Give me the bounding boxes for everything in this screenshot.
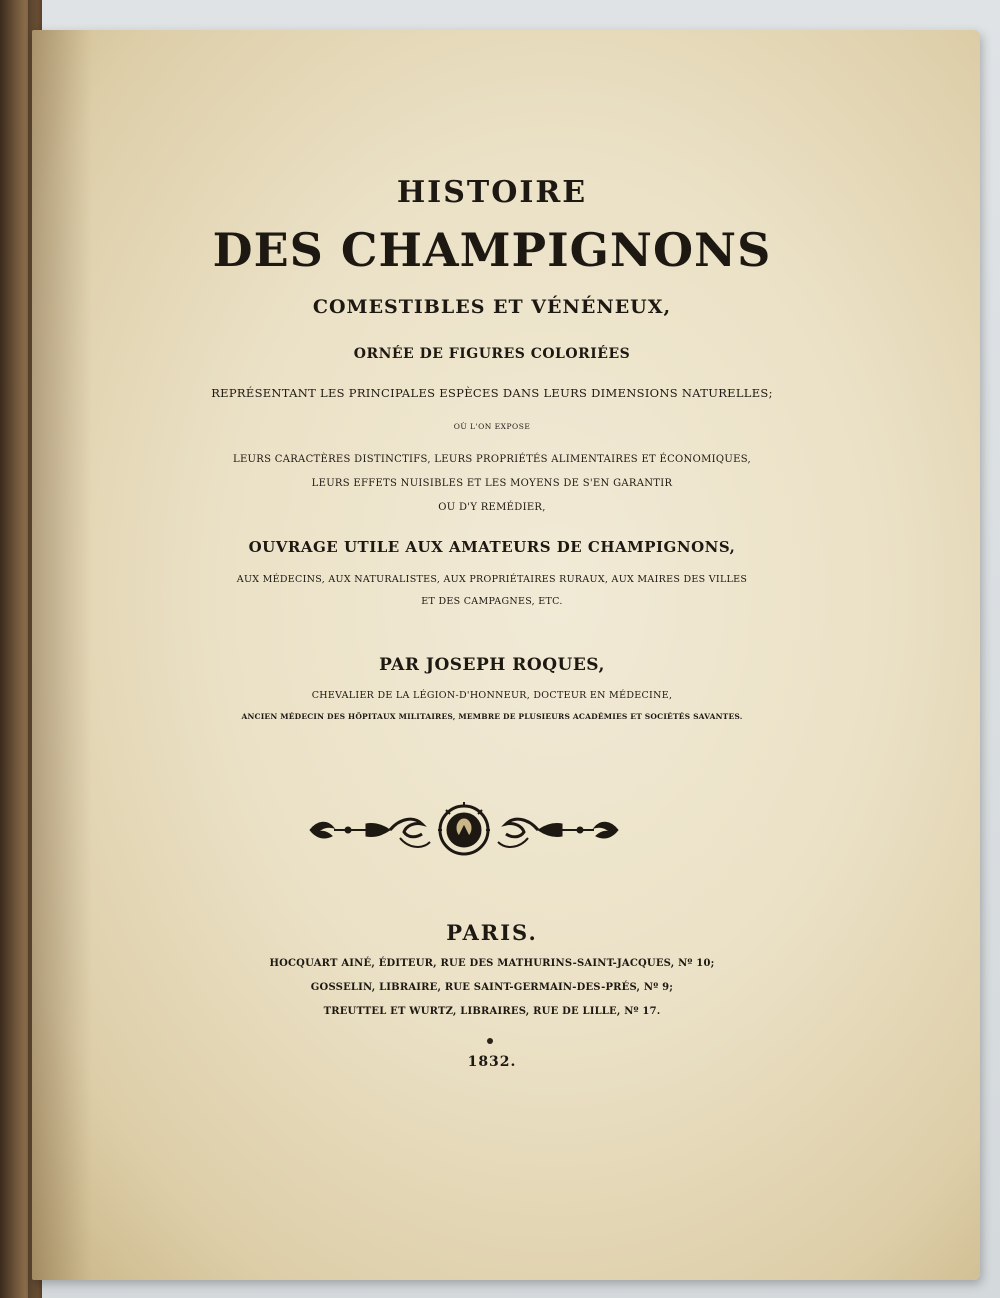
bullet-dot-icon: [487, 1038, 493, 1044]
imprint-publisher-treuttel: TREUTTEL ET WURTZ, LIBRAIRES, RUE DE LILLE, Nº 17.: [323, 1006, 661, 1017]
subtitle-representant: REPRÉSENTANT LES PRINCIPALES ESPÈCES DANS LEURS DIMENSIONS NATURELLES;: [211, 386, 773, 400]
imprint-city: PARIS.: [446, 920, 538, 945]
subtitle-ou-lon-expose: OÙ L'ON EXPOSE: [453, 422, 531, 431]
subtitle-ou-dy-remedier: OU D'Y REMÉDIER,: [438, 502, 546, 513]
title-text-block: [32, 30, 980, 1280]
subtitle-et-des-campagnes: ET DES CAMPAGNES, ETC.: [421, 596, 563, 607]
subtitle-aux-medecins: AUX MÉDECINS, AUX NATURALISTES, AUX PROPRIÉTAIRES RURAUX, AUX MAIRES DES VILLES: [236, 574, 748, 585]
subtitle-leurs-effets: LEURS EFFETS NUISIBLES ET LES MOYENS DE S'EN GARANTIR: [311, 478, 673, 489]
title-page: [32, 30, 980, 1280]
author-affiliations: ANCIEN MÉDECIN DES HÔPITAUX MILITAIRES, MEMBRE DE PLUSIEURS ACADÉMIES ET SOCIÉTÉS SAVANTES.: [241, 712, 743, 721]
subtitle-ouvrage-utile: OUVRAGE UTILE AUX AMATEURS DE CHAMPIGNONS,: [248, 538, 736, 556]
imprint-publisher-gosselin: GOSSELIN, LIBRAIRE, RUE SAINT-GERMAIN-DES-PRÉS, Nº 9;: [310, 982, 674, 993]
subtitle-comestibles: COMESTIBLES ET VÉNÉNEUX,: [312, 296, 672, 318]
author-credentials: CHEVALIER DE LA LÉGION-D'HONNEUR, DOCTEUR EN MÉDECINE,: [311, 690, 673, 701]
printers-ornament-icon: [304, 798, 624, 862]
title-line-champignons: DES CHAMPIGNONS: [212, 223, 772, 277]
subtitle-ornee: ORNÉE DE FIGURES COLORIÉES: [353, 346, 631, 362]
subtitle-leurs-caracteres: LEURS CARACTÈRES DISTINCTIFS, LEURS PROPRIÉTÉS ALIMENTAIRES ET ÉCONOMIQUES,: [233, 454, 751, 465]
title-line-histoire: HISTOIRE: [396, 175, 588, 210]
author-name: PAR JOSEPH ROQUES,: [379, 655, 605, 675]
imprint-publisher-hocquart: HOCQUART AINÉ, ÉDITEUR, RUE DES MATHURINS-SAINT-JACQUES, Nº 10;: [269, 958, 715, 969]
imprint-year: 1832.: [467, 1054, 517, 1070]
